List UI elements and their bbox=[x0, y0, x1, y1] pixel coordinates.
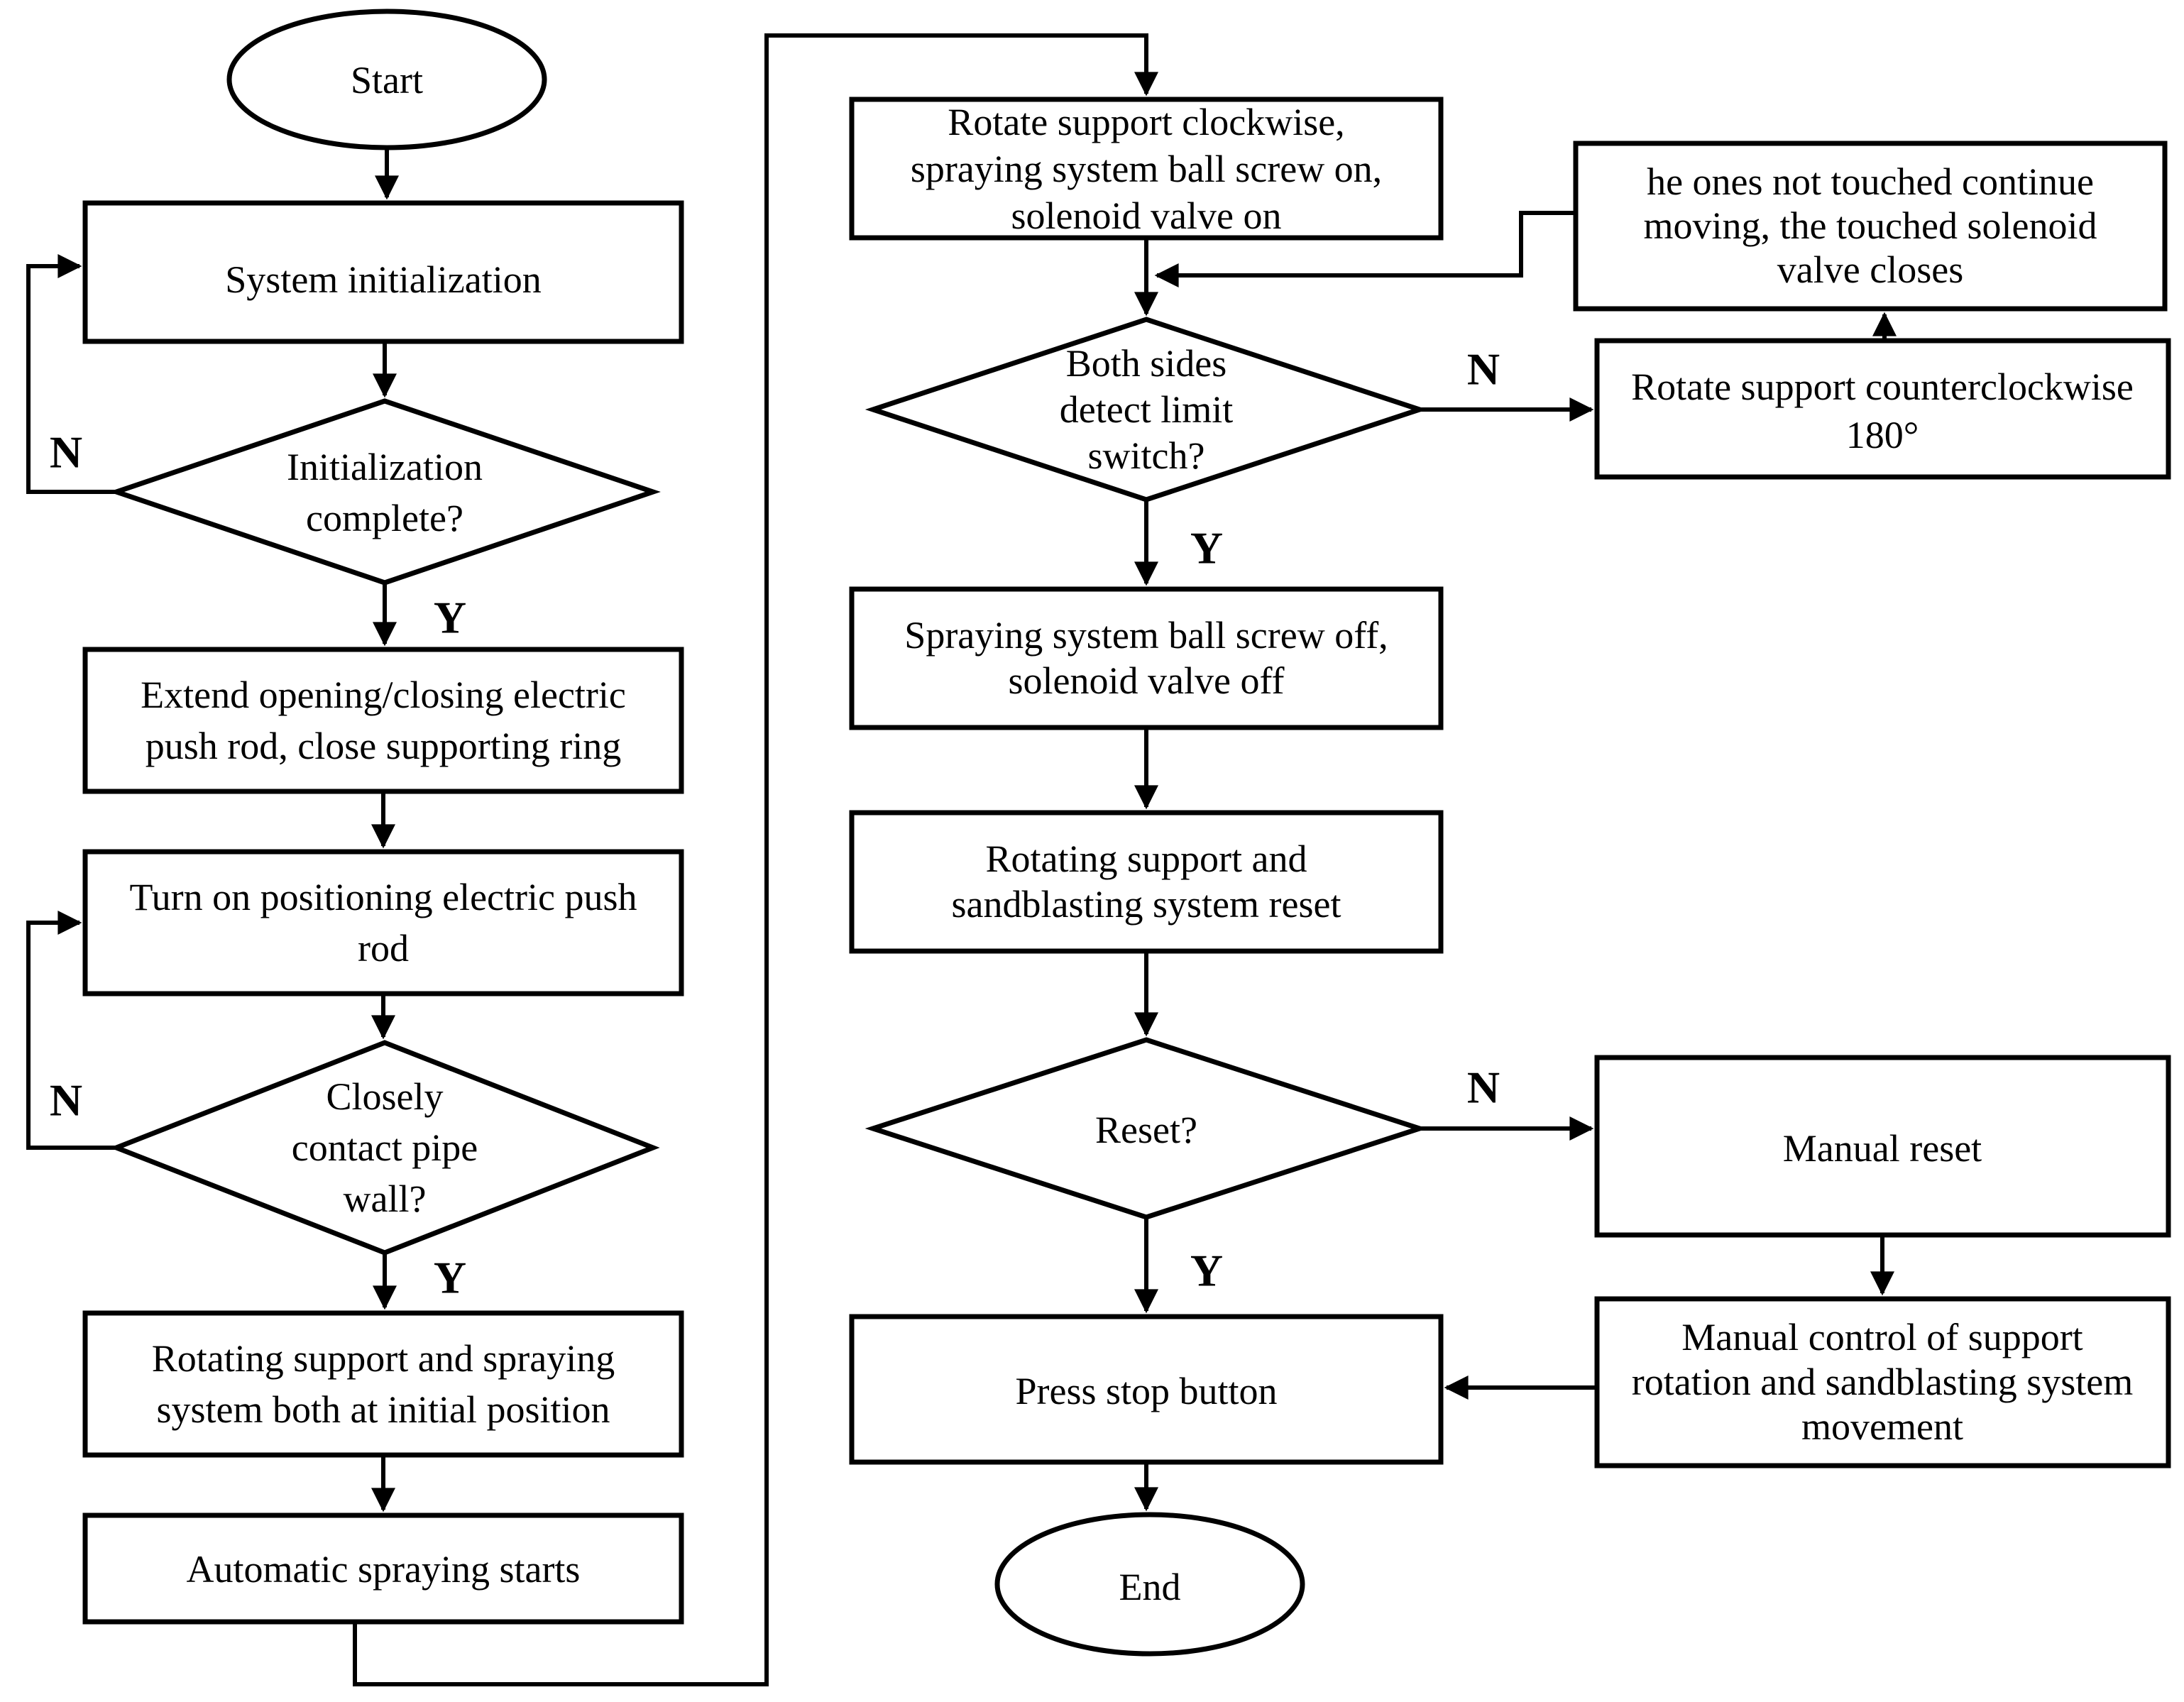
initial-position-label-line1: Rotating support and spraying bbox=[151, 1337, 615, 1380]
both-sides-label-line2: detect limit bbox=[1059, 388, 1234, 431]
press-stop-label: Press stop button bbox=[1015, 1370, 1278, 1412]
initial-position-label-line2: system both at initial position bbox=[156, 1388, 610, 1431]
not-touched-label-line3: valve closes bbox=[1777, 248, 1964, 291]
node-start bbox=[229, 11, 544, 148]
rotate-ccw-label-line2: 180° bbox=[1845, 414, 1919, 456]
manual-control-label-line3: movement bbox=[1801, 1405, 1963, 1448]
node-manual-control bbox=[1597, 1299, 2168, 1466]
node-system-init bbox=[85, 203, 681, 341]
contact-wall-label-line2: contact pipe bbox=[291, 1126, 478, 1169]
contact-wall-label-line1: Closely bbox=[326, 1075, 444, 1118]
start-label: Start bbox=[351, 59, 423, 101]
node-contact-wall bbox=[116, 1043, 653, 1253]
manual-control-label-line1: Manual control of support bbox=[1681, 1316, 2083, 1358]
label-contact-wall-no: N bbox=[49, 1075, 83, 1126]
turn-on-rod-label-line1: Turn on positioning electric push bbox=[129, 876, 637, 918]
node-manual-reset bbox=[1597, 1058, 2168, 1235]
turn-on-rod-box bbox=[85, 852, 681, 994]
rotate-ccw-box bbox=[1597, 341, 2168, 477]
label-both-sides-yes: Y bbox=[1190, 522, 1224, 573]
label-reset-yes: Y bbox=[1190, 1245, 1224, 1296]
turn-on-rod-label-line2: rod bbox=[358, 927, 409, 970]
label-init-complete-yes: Y bbox=[433, 592, 467, 643]
label-init-complete-no: N bbox=[49, 427, 83, 478]
extend-rod-label-line2: push rod, close supporting ring bbox=[145, 725, 622, 767]
rotate-cw-label-line3: solenoid valve on bbox=[1011, 194, 1282, 237]
node-rotate-ccw bbox=[1597, 341, 2168, 477]
node-reset bbox=[873, 1040, 1420, 1217]
system-reset-label-line2: sandblasting system reset bbox=[951, 883, 1341, 926]
label-reset-no: N bbox=[1466, 1062, 1500, 1113]
contact-wall-label-line3: wall? bbox=[343, 1177, 427, 1220]
not-touched-label-line1: he ones not touched continue bbox=[1647, 160, 2094, 203]
auto-spray-label: Automatic spraying starts bbox=[186, 1548, 581, 1591]
both-sides-label-line3: switch? bbox=[1087, 434, 1205, 477]
extend-rod-box bbox=[85, 649, 681, 791]
rotate-cw-label-line2: spraying system ball screw on, bbox=[910, 148, 1383, 190]
node-extend-rod bbox=[85, 649, 681, 791]
node-system-reset bbox=[852, 813, 1441, 951]
rotate-ccw-label-line1: Rotate support counterclockwise bbox=[1631, 366, 2134, 408]
node-init-complete bbox=[116, 401, 653, 583]
manual-reset-label: Manual reset bbox=[1782, 1127, 1982, 1170]
node-press-stop bbox=[852, 1317, 1441, 1462]
system-init-label: System initialization bbox=[225, 258, 542, 301]
node-not-touched bbox=[1576, 143, 2165, 309]
initial-position-box bbox=[85, 1313, 681, 1455]
init-complete-label-line2: complete? bbox=[306, 497, 463, 539]
system-reset-label-line1: Rotating support and bbox=[985, 838, 1307, 880]
rotate-cw-label-line1: Rotate support clockwise, bbox=[948, 101, 1345, 143]
node-initial-position bbox=[85, 1313, 681, 1455]
system-reset-box bbox=[852, 813, 1441, 951]
init-complete-label-line1: Initialization bbox=[287, 446, 483, 488]
label-contact-wall-yes: Y bbox=[433, 1252, 467, 1303]
manual-control-label-line2: rotation and sandblasting system bbox=[1631, 1361, 2134, 1403]
both-sides-label-line1: Both sides bbox=[1065, 342, 1227, 385]
screw-off-label-line1: Spraying system ball screw off, bbox=[904, 614, 1388, 657]
screw-off-box bbox=[852, 589, 1441, 728]
node-screw-off bbox=[852, 589, 1441, 728]
label-both-sides-no: N bbox=[1466, 344, 1500, 395]
node-auto-spray bbox=[85, 1515, 681, 1622]
end-label: End bbox=[1119, 1566, 1181, 1608]
reset-label: Reset? bbox=[1095, 1109, 1197, 1151]
extend-rod-label-line1: Extend opening/closing electric bbox=[141, 674, 626, 716]
node-end bbox=[997, 1515, 1302, 1654]
screw-off-label-line2: solenoid valve off bbox=[1008, 659, 1285, 702]
node-both-sides bbox=[873, 319, 1420, 500]
not-touched-label-line2: moving, the touched solenoid bbox=[1643, 204, 2097, 247]
node-turn-on-rod bbox=[85, 852, 681, 994]
init-complete-diamond bbox=[116, 401, 653, 583]
node-rotate-cw bbox=[852, 99, 1441, 238]
